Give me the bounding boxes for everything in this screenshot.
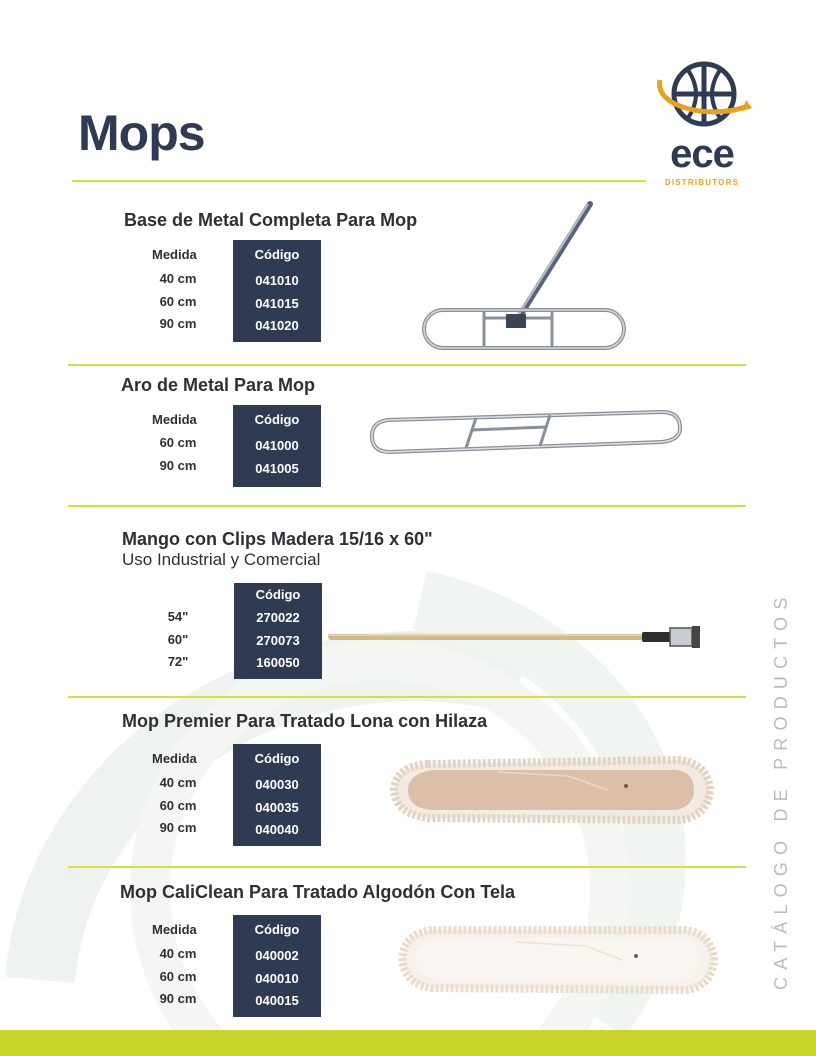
product-title: Base de Metal Completa Para Mop (124, 210, 418, 230)
code-table (233, 240, 321, 342)
size-value: 90 cm (159, 457, 197, 473)
size-value: 90 cm (159, 991, 197, 1006)
product-title: Aro de Metal Para Mop (121, 375, 316, 395)
size-list (150, 772, 206, 840)
size-header: Medida (152, 922, 197, 937)
code-header: Código (254, 412, 300, 427)
size-value: 40 cm (159, 271, 197, 286)
company-logo (652, 58, 752, 192)
size-value: 72" (167, 654, 189, 669)
code-value: 041005 (255, 460, 299, 476)
logo-subtext: DISTRIBUTORS (664, 178, 740, 187)
code-table (233, 744, 321, 846)
code-header: Código (254, 922, 300, 937)
code-table (234, 583, 322, 679)
code-value: 041010 (255, 273, 299, 288)
code-table (233, 405, 321, 487)
code-value: 040002 (255, 948, 299, 963)
size-list (150, 606, 206, 674)
size-header: Medida (152, 412, 197, 427)
code-value: 040030 (255, 777, 299, 792)
title-divider (72, 180, 646, 182)
size-value: 54" (167, 609, 189, 624)
catalog-side-label: CATÁLOGO DE PRODUCTOS (771, 590, 791, 990)
metal-mop-frame-image (366, 406, 684, 458)
size-value: 90 cm (159, 316, 197, 331)
premier-mop-image (388, 750, 714, 828)
globe-icon (652, 58, 752, 138)
code-header: Código (255, 587, 301, 602)
section-divider (68, 696, 746, 698)
size-list (150, 432, 206, 477)
code-value: 040040 (255, 822, 299, 837)
code-header: Código (254, 247, 300, 262)
section-divider (68, 505, 746, 507)
product-title: Mango con Clips Madera 15/16 x 60" (122, 529, 433, 549)
page-title: Mops (78, 105, 205, 161)
size-list (150, 943, 206, 1011)
section-divider (68, 364, 746, 366)
product-title: Mop Premier Para Tratado Lona con Hilaza (122, 711, 488, 731)
size-value: 60 cm (159, 797, 197, 813)
size-value: 60 cm (159, 968, 197, 984)
section-divider (68, 866, 746, 868)
code-value: 270022 (256, 610, 300, 625)
code-value: 040035 (255, 799, 299, 815)
code-value: 041015 (255, 295, 299, 311)
size-list (150, 268, 206, 336)
size-value: 60 cm (159, 293, 197, 309)
footer-bar (0, 1030, 816, 1056)
logo-wordmark: ece (670, 132, 734, 176)
metal-mop-base-image (418, 198, 630, 358)
code-value: 041000 (255, 438, 299, 453)
code-value: 041020 (255, 318, 299, 333)
size-value: 40 cm (159, 946, 197, 961)
size-header: Medida (152, 247, 197, 262)
code-table (233, 915, 321, 1017)
product-title: Mop CaliClean Para Tratado Algodón Con Tela (120, 882, 516, 902)
size-value: 90 cm (159, 820, 197, 835)
code-value: 040015 (255, 993, 299, 1008)
product-subtitle: Uso Industrial y Comercial (122, 550, 321, 569)
size-header: Medida (152, 751, 197, 766)
size-value: 60 cm (159, 435, 197, 450)
size-value: 60" (167, 631, 189, 647)
code-header: Código (254, 751, 300, 766)
code-value: 160050 (256, 655, 300, 670)
code-value: 270073 (256, 632, 300, 648)
size-value: 40 cm (159, 775, 197, 790)
wood-handle-image (326, 622, 704, 656)
code-value: 040010 (255, 970, 299, 986)
caliclean-mop-image (396, 918, 718, 998)
